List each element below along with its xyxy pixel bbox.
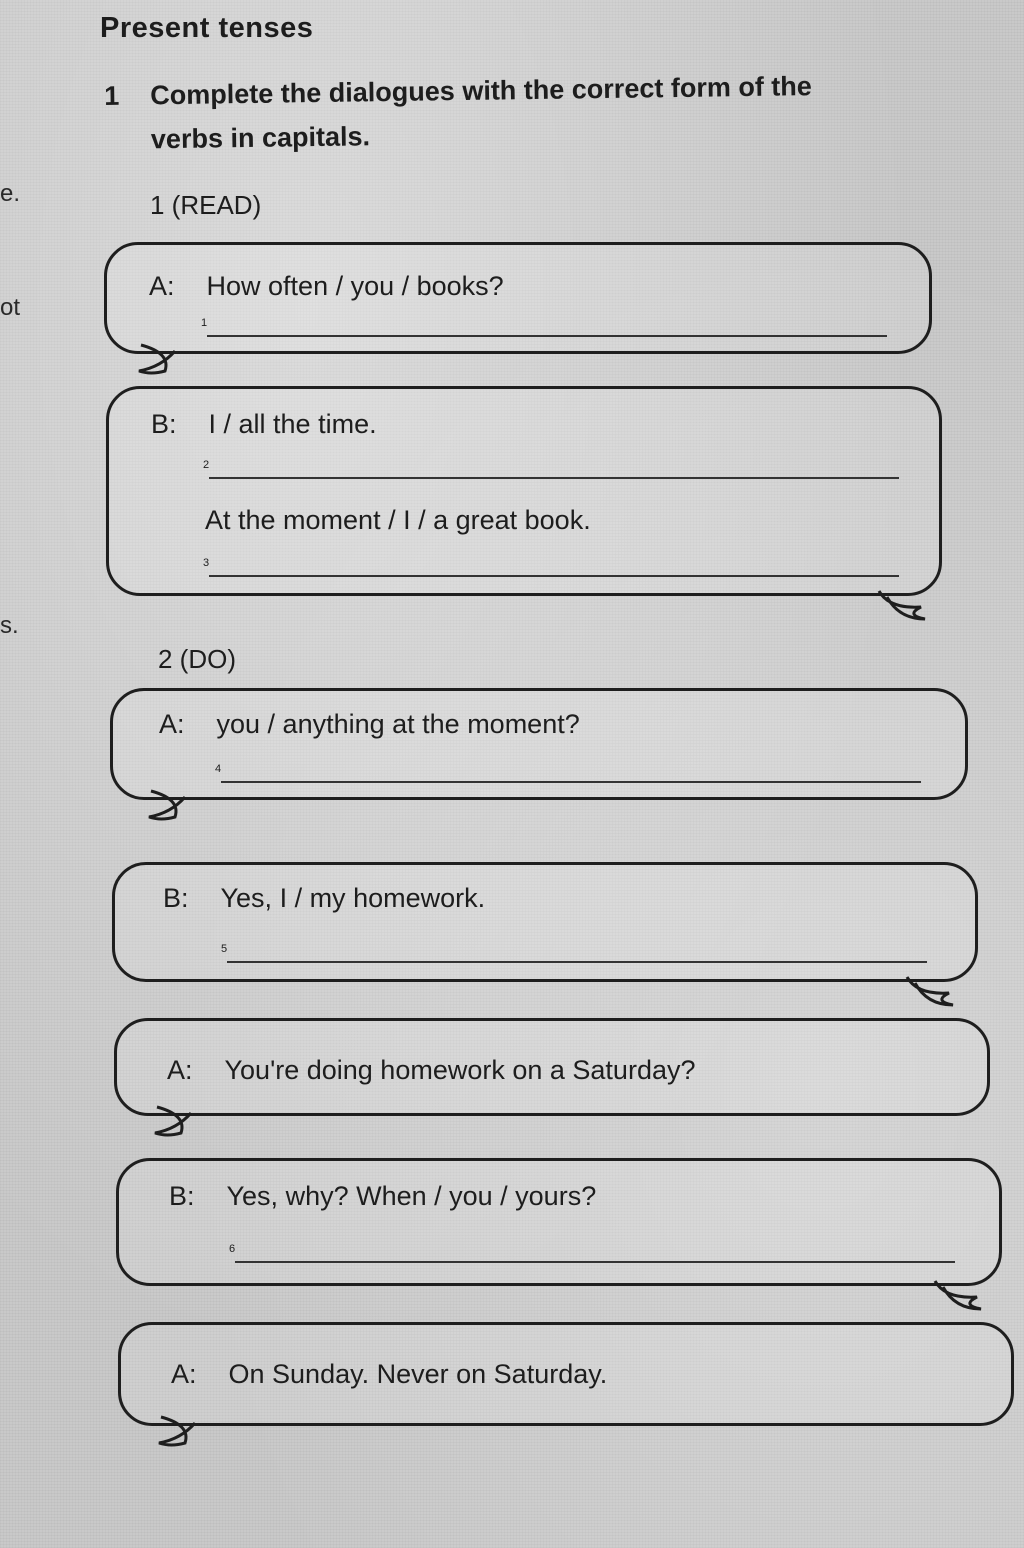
- answer-line[interactable]: [201, 317, 887, 337]
- dialogue-prompt: How often / you / books?: [206, 271, 504, 301]
- dialogue-line: [169, 1181, 596, 1212]
- dialogue-line: [149, 271, 504, 302]
- dialogue-prompt: Yes, I / my homework.: [220, 883, 486, 913]
- gap-number: 6: [229, 1243, 236, 1255]
- speaker-label: A:: [167, 1055, 193, 1085]
- dialogue-line: [159, 709, 580, 740]
- speaker-label: A:: [149, 271, 175, 301]
- bubble-tail-icon: [925, 1275, 995, 1315]
- dialogue-prompt: I / all the time.: [208, 409, 377, 439]
- margin-fragment: ot: [0, 294, 21, 321]
- dialogue-line: [151, 409, 377, 440]
- speech-bubble: [116, 1158, 1002, 1286]
- bubble-tail-icon: [141, 787, 211, 827]
- bubble-tail-icon: [151, 1413, 221, 1453]
- instruction-line-2: verbs in capitals.: [150, 121, 371, 155]
- speech-bubble: [106, 386, 942, 596]
- dialogue-line: [163, 883, 485, 914]
- speech-bubble: [112, 862, 978, 982]
- gap-number: 2: [203, 459, 210, 471]
- exercise-instruction: [104, 63, 925, 162]
- answer-line[interactable]: [203, 557, 899, 577]
- gap-number: 4: [215, 763, 222, 775]
- answer-line[interactable]: [221, 943, 927, 963]
- answer-line[interactable]: [215, 763, 921, 783]
- speaker-label: A:: [159, 709, 185, 739]
- dialogue-line: [171, 1359, 607, 1390]
- bubble-tail-icon: [897, 971, 967, 1011]
- dialogue-prompt: On Sunday. Never on Saturday.: [228, 1359, 608, 1389]
- gap-number: 3: [203, 557, 210, 569]
- dialogue-prompt: At the moment / I / a great book.: [205, 505, 591, 535]
- instruction-line-1: Complete the dialogues with the correct form of the: [150, 71, 813, 111]
- answer-line[interactable]: [229, 1243, 955, 1263]
- dialogue-prompt: you / anything at the moment?: [216, 709, 580, 739]
- speech-bubble: [118, 1322, 1014, 1426]
- speaker-label: A:: [171, 1359, 197, 1389]
- margin-fragment: e.: [0, 180, 21, 207]
- speech-bubble: [114, 1018, 990, 1116]
- page-title: Present tenses: [100, 12, 314, 44]
- section-label: 1 (READ): [150, 190, 262, 220]
- bubble-tail-icon: [869, 585, 939, 625]
- exercise-number: 1: [104, 80, 120, 111]
- section-label: 2 (DO): [158, 644, 236, 674]
- bubble-tail-icon: [131, 341, 201, 381]
- dialogue-prompt: Yes, why? When / you / yours?: [226, 1181, 597, 1211]
- gap-number: 1: [201, 317, 208, 329]
- dialogue-line: [167, 1055, 696, 1086]
- dialogue-prompt: You're doing homework on a Saturday?: [224, 1055, 696, 1085]
- bubble-tail-icon: [147, 1103, 217, 1143]
- answer-line[interactable]: [203, 459, 899, 479]
- gap-number: 5: [221, 943, 228, 955]
- speaker-label: B:: [151, 409, 177, 439]
- speaker-label: B:: [169, 1181, 195, 1211]
- speaker-label: B:: [163, 883, 189, 913]
- speech-bubble: [110, 688, 968, 800]
- speech-bubble: [104, 242, 932, 354]
- margin-fragment: s.: [0, 612, 19, 639]
